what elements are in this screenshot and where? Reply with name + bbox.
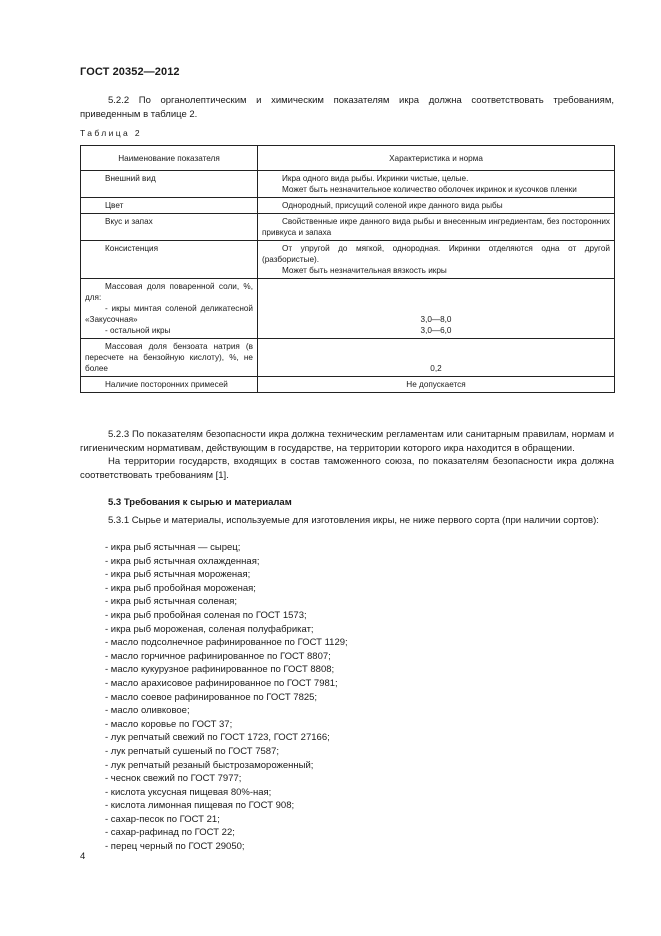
paragraph-5-3-1: 5.3.1 Сырье и материалы, используемые для изготовления икры, не ниже первого сорта (при наличии сортов): — [108, 515, 599, 526]
table-row — [81, 377, 615, 393]
norm-value: 3,0—8,0 — [420, 315, 452, 324]
paragraph-customs-union: На территории государств, входящих в состав таможенного союза, по показателям безопасности икра должна соответствовать требованиям [1]. — [80, 456, 614, 481]
indicator-subitem: - икры минтая соленой деликатесной «Закусочная» — [85, 304, 253, 324]
norm-consistency — [258, 241, 615, 279]
indicator-benzoate: Массовая доля бензоата натрия (в пересчете на бензойную кислоту), %, не более — [81, 339, 258, 377]
table-row — [81, 198, 615, 214]
list-item: - кислота уксусная пищевая 80%-ная; — [105, 786, 272, 798]
column-header-norm: Характеристика и норма — [258, 146, 615, 171]
norm-benzoate: 0,2 — [258, 339, 615, 377]
list-item: - икра рыб пробойная соленая по ГОСТ 1573; — [105, 609, 307, 621]
list-item: - масло подсолнечное рафинированное по ГОСТ 1129; — [105, 637, 348, 649]
norm-impurities: Не допускается — [258, 377, 615, 393]
list-item: - икра рыб ястычная соленая; — [105, 596, 238, 608]
norm-appearance — [258, 171, 615, 198]
page-number: 4 — [80, 851, 86, 862]
list-item: - чеснок свежий по ГОСТ 7977; — [105, 773, 242, 785]
norm-text: Может быть незначительная вязкость икры — [282, 266, 447, 275]
indicator-color: Цвет — [81, 198, 258, 214]
safety-section — [80, 428, 614, 482]
list-item: - икра рыб ястычная мороженая; — [105, 569, 251, 581]
norm-color: Однородный, присущий соленой икре данного вида рыбы — [258, 198, 615, 214]
materials-list — [105, 541, 348, 854]
table-row — [81, 279, 615, 339]
table-row — [81, 214, 615, 241]
list-item: - лук репчатый сушеный по ГОСТ 7587; — [105, 745, 280, 757]
norm-text: Икра одного вида рыбы. Икринки чистые, целые. — [282, 174, 469, 183]
list-item: - кислота лимонная пищевая по ГОСТ 908; — [105, 800, 295, 812]
list-item: - икра рыб пробойная мороженая; — [105, 582, 256, 594]
norm-value: 3,0—6,0 — [420, 326, 452, 335]
list-item: - масло соевое рафинированное по ГОСТ 7825; — [105, 691, 318, 703]
list-item: - перец черный по ГОСТ 29050; — [105, 841, 245, 853]
indicator-text: Массовая доля поваренной соли, %, для: — [85, 282, 253, 302]
norm-taste: Свойственные икре данного вида рыбы и внесенным ингредиентам, без посторонних привкуса и запаха — [258, 214, 615, 241]
list-item: - масло оливковое; — [105, 705, 190, 717]
list-item: - икра рыб мороженая, соленая полуфабрикат; — [105, 623, 314, 635]
list-item: - сахар-рафинад по ГОСТ 22; — [105, 827, 235, 839]
indicator-impurities: Наличие посторонних примесей — [81, 377, 258, 393]
norm-text: Может быть незначительное количество оболочек икринок и кусочков пленки — [282, 185, 577, 194]
requirements-table — [80, 145, 615, 393]
paragraph-5-2-3: 5.2.3 По показателям безопасности икра должна техническим регламентам или санитарным правилам, нормам и гигиеническим нормативам, действующим в государстве, на территории которого икра находится в обращении. — [80, 429, 614, 454]
list-item: - икра рыб ястычная охлажденная; — [105, 555, 260, 567]
table-row — [81, 171, 615, 198]
section-heading: 5.3 Требования к сырью и материалам — [108, 497, 292, 508]
list-item: - масло коровье по ГОСТ 37; — [105, 718, 233, 730]
table-row — [81, 241, 615, 279]
table-header-row — [81, 146, 615, 171]
table-row — [81, 339, 615, 377]
indicator-consistency: Консистенция — [81, 241, 258, 279]
list-item: - масло арахисовое рафинированное по ГОСТ 7981; — [105, 677, 338, 689]
list-item: - икра рыб ястычная — сырец; — [105, 542, 241, 553]
indicator-appearance: Внешний вид — [81, 171, 258, 198]
norm-text: От упругой до мягкой, однородная. Икринки отделяются одна от другой (разбористые). — [262, 244, 610, 264]
list-item: - сахар-песок по ГОСТ 21; — [105, 813, 220, 825]
norm-salt — [258, 279, 615, 339]
intro-paragraph: 5.2.2 По органолептическим и химическим показателям икра должна соответствовать требованиям, приведенным в таблице 2. — [80, 95, 614, 120]
table-caption: Таблица 2 — [80, 128, 143, 138]
list-item: - лук репчатый резаный быстрозамороженный; — [105, 759, 314, 771]
indicator-taste: Вкус и запах — [81, 214, 258, 241]
document-header: ГОСТ 20352—2012 — [80, 66, 180, 78]
list-item: - лук репчатый свежий по ГОСТ 1723, ГОСТ 27166; — [105, 732, 330, 744]
list-item: - масло горчичное рафинированное по ГОСТ 8807; — [105, 650, 331, 662]
indicator-salt — [81, 279, 258, 339]
list-item: - масло кукурузное рафинированное по ГОСТ 8808; — [105, 664, 335, 676]
column-header-indicator: Наименование показателя — [81, 146, 258, 171]
indicator-subitem: - остальной икры — [105, 326, 171, 335]
